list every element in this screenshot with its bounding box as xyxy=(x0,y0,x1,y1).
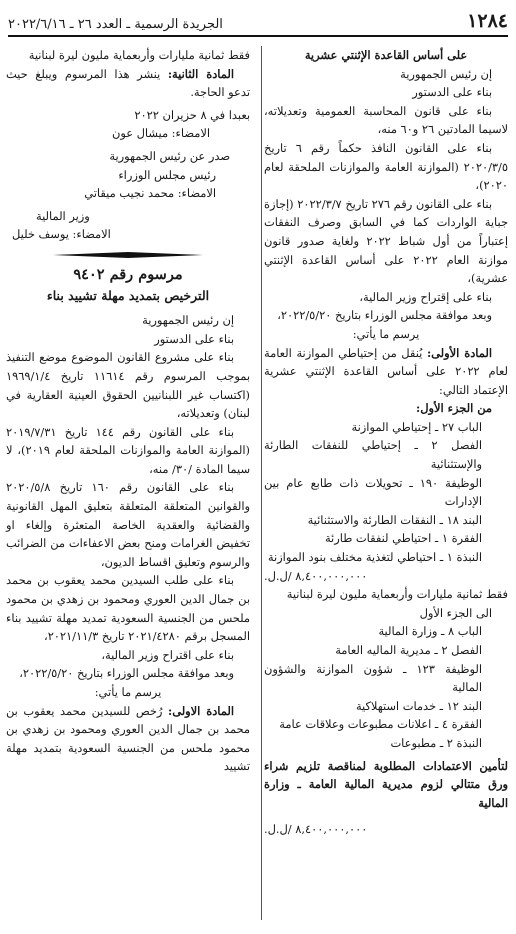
page-header xyxy=(8,10,508,37)
from-part-label: من الجزء الأول: xyxy=(416,401,492,416)
preamble-line: بناء على إقتراح وزير المالية، xyxy=(359,289,492,304)
president-signature: الامضاء: ميشال عون xyxy=(111,126,210,141)
to-part-label: الى الجزء الأول xyxy=(419,605,492,620)
decree-number: مرسوم رقم ٩٤٠٢ xyxy=(73,265,183,283)
article-1-label: المادة الاولى: xyxy=(168,703,234,718)
article-1-text: رُخص للسيدين محمد يعقوب بن محمد بن جمال الدين العوري ومحمود بن زهدي بن محمود ملحس من الجنسية السعودية بتمديد مهلة تشييد xyxy=(6,703,250,774)
article-1-text: يُنقل من إحتياطي الموازنة العامة لعام ٢٠٢٢ على أساس القاعدة الإثنتي عشرية الإعتماد التالي: xyxy=(264,345,508,397)
preamble-line: بناء على القانون رقم ٢٧٦ تاريخ ٢٠٢٢/٣/٧ (إجازة جباية الواردات كما في السابق وصرف النفقات إعتباراً من أول شباط ٢٠٢٢ ولغاية صدور قانون موازنة العام ٢٠٢٢ على أساس القاعدة الإثنتي عشرية)، xyxy=(264,196,508,286)
article-1-label: المادة الأولى: xyxy=(426,345,493,360)
budget-item: الفصل ٢ ـ إحتياطي للنفقات الطارئة والإستثنائية xyxy=(264,438,482,472)
amount-words-continued: فقط ثمانية مليارات وأربعماية مليون ليرة لبنانية xyxy=(28,48,250,62)
budget-item: النبذة ٢ ـ مطبوعات xyxy=(390,735,482,750)
finance-minister-signature: الامضاء: يوسف خليل xyxy=(12,227,111,242)
article-2-label: المادة الثانية: xyxy=(167,66,234,81)
decree-title: الترخيص بتمديد مهلة تشييد بناء xyxy=(46,287,210,303)
issued-by: صدر عن رئيس الجمهورية xyxy=(109,148,230,163)
article-1 xyxy=(6,702,250,776)
article-2-text: ينشر هذا المرسوم ويبلغ حيث تدعو الحاجة. xyxy=(6,66,250,100)
budget-item: النبذة ١ ـ احتياطي لتغذية مختلف بنود الموازنة xyxy=(267,550,482,565)
column-divider xyxy=(261,46,262,920)
prime-minister-signature: الامضاء: محمد نجيب ميقاتي xyxy=(84,186,216,201)
budget-item: الباب ٨ ـ وزارة المالية xyxy=(378,624,482,639)
decree-formula: يرسم ما يأتي: xyxy=(94,685,162,699)
page-number: ١٢٨٤ xyxy=(467,10,508,32)
article-2 xyxy=(6,65,250,102)
preamble-line: بناء على القانون النافذ حكماً رقم ٦ تاريخ ٢٠٢٠/٣/٥ (الموازنة العامة والموازنات الملحقة لعام ٢٠٢٠)، xyxy=(264,140,508,193)
preamble-line: بناء على القانون رقم ١٤٤ تاريخ ٢٠١٩/٧/٣١ (الموازنة العامة والموازنات الملحقة لعام ٢٠١٩)، لا سيما المادة /٣٠/ منه، xyxy=(6,424,250,476)
budget-item: البند ١٨ ـ النفقات الطارئة والاستثنائية xyxy=(307,512,482,527)
appropriation-purpose: لتأمين الاعتمادات المطلوبة لمناقصة تلزيم شراء ورق متتالي لزوم مديرية المالية العامة ـ وزارة المالية xyxy=(264,758,508,810)
journal-title: الجريدة الرسمية ـ العدد ٢٦ ـ ٢٠٢٢/٦/١٦ xyxy=(8,17,223,32)
budget-item: الفصل ٢ ـ مديرية الماليه العامة xyxy=(335,643,482,657)
budget-item: البند ١٢ ـ خدمات استهلاكية xyxy=(355,698,482,713)
preamble-line: إن رئيس الجمهورية xyxy=(142,313,234,328)
preamble-line: وبعد موافقة مجلس الوزراء بتاريخ ٢٠٢٢/٥/٢٠، xyxy=(277,308,492,323)
amount-words: فقط ثمانية مليارات وأربعماية مليون ليرة لبنانية xyxy=(286,587,508,602)
preamble-line: بناء على قانون المحاسبة العمومية وتعديلاته، لاسيما المادتين ٢٦ و٦٠ منه، xyxy=(264,103,508,137)
preamble-line: بناء على مشروع القانون الموضوع موضع التنفيذ بموجب المرسوم رقم ١١٦١٤ تاريخ ١٩٦٩/١/٤ (اكتساب غير اللبنانيين الحقوق العينية العقارية في لبنان) وتعديلاته، xyxy=(6,350,250,421)
preamble-line: إن رئيس الجمهورية xyxy=(400,66,492,81)
budget-item: الباب ٢٧ ـ إحتياطي الموازنة xyxy=(351,419,482,434)
from-amount: ٨,٤٠٠,٠٠٠,٠٠٠ /ل.ل. xyxy=(264,568,368,583)
article-1 xyxy=(264,344,508,400)
finance-minister-title: وزير المالية xyxy=(36,208,90,223)
preamble-line: بناء على القانون رقم ١٦٠ تاريخ ٢٠٢٠/٥/٨ والقوانين المتعلقة المتعلقة بتعليق المهل القانونية والقضائية والعقدية الخاصة المتعثرة وإلغاء او تخفيض الغرامات ومنح بعض الاعفاءات من الضرائب والرسوم وتعليق اقساط الديون، xyxy=(6,480,250,569)
right-column xyxy=(264,46,508,839)
budget-item: الوظيفة ١٩٠ ـ تحويلات ذات طابع عام بين الإدارات xyxy=(264,475,482,509)
budget-item: الوظيفة ١٢٣ ـ شؤون الموازنة والشؤون المالية xyxy=(264,661,482,695)
decree-heading: على أساس القاعدة الإثنتي عشرية xyxy=(304,48,468,62)
budget-item: الفقرة ٤ ـ اعلانات مطبوعات وعلاقات عامة xyxy=(279,717,482,732)
preamble-line: بناء على الدستور xyxy=(154,331,234,346)
preamble-line: وبعد موافقة مجلس الوزراء بتاريخ ٢٠٢٢/٥/٢٠، xyxy=(19,666,234,681)
preamble-line: بناء على الدستور xyxy=(412,85,492,100)
section-divider xyxy=(6,248,250,262)
preamble-line: بناء على اقتراح وزير المالية، xyxy=(101,647,234,662)
left-column xyxy=(6,46,250,776)
budget-item: الفقرة ١ ـ احتياطي لنفقات طارئة xyxy=(324,531,482,546)
signing-date: بعبدا في ٨ حزيران ٢٠٢٢ xyxy=(134,107,250,122)
to-amount: ٨,٤٠٠,٠٠٠,٠٠٠ /ل.ل. xyxy=(264,822,368,837)
prime-minister-title: رئيس مجلس الوزراء xyxy=(118,167,216,182)
decree-formula: يرسم ما يأتي: xyxy=(352,326,420,341)
preamble-line: بناء على طلب السيدين محمد يعقوب بن محمد بن جمال الدين العوري ومحمود بن زهدي بن محمود ملحس من الجنسية السعودية تمديد مهلة تشييد بناء المسجل برقم ٢٠٢١/٤٢٨٠ تاريخ ٢٠٢١/١١/٣، xyxy=(6,573,250,644)
